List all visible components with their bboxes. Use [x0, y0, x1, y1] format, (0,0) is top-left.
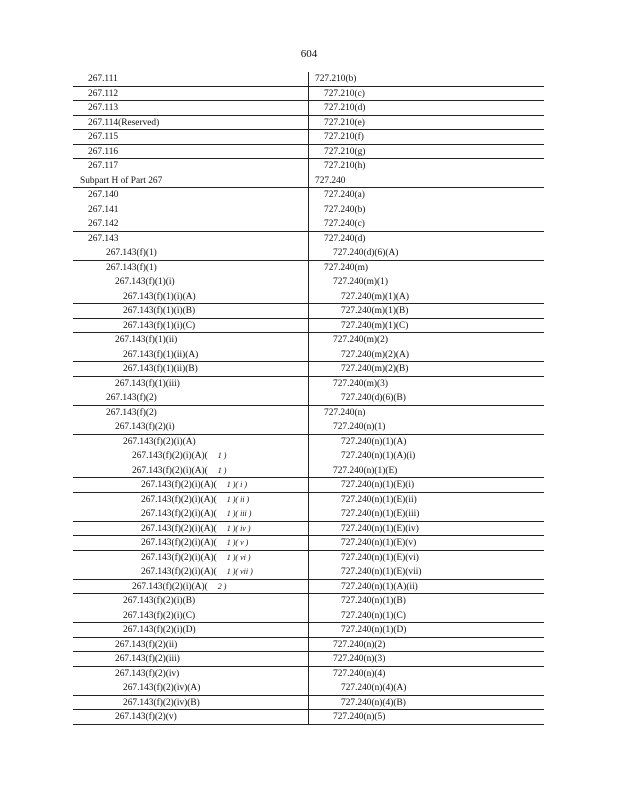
source-cell	[73, 362, 308, 376]
target-citation: 727.210(c)	[324, 88, 365, 99]
source-citation: 267.143(f)(2)(ii)	[115, 639, 178, 650]
source-cell	[73, 290, 308, 304]
target-cell	[308, 217, 544, 231]
source-citation: 267.143(f)(2)(iv)(A)	[123, 683, 201, 693]
target-citation: 727.240(m)(1)(A)	[341, 291, 409, 302]
target-cell	[308, 101, 544, 115]
target-citation: 727.240(d)(6)(B)	[341, 393, 406, 403]
source-citation: 267.143(f)(1)(i)(B)	[123, 306, 196, 316]
source-citation: 267.143(f)(2)(v)	[115, 712, 177, 722]
source-citation: 267.143(f)(2)(i)(A)( 1 )( vi )	[141, 552, 251, 563]
paragraph-designator: 1 )( i )	[226, 480, 247, 489]
source-cell	[73, 101, 308, 115]
target-citation: 727.240(n)(4)(B)	[341, 697, 406, 708]
table-row	[73, 304, 544, 319]
table-row	[73, 623, 544, 638]
source-cell	[73, 319, 308, 333]
target-citation: 727.240(m)(2)	[333, 335, 388, 345]
source-citation: 267.143	[88, 233, 119, 244]
source-cell	[73, 609, 308, 623]
source-citation: 267.117	[88, 161, 119, 171]
source-cell	[73, 72, 308, 86]
source-cell	[73, 304, 308, 318]
target-citation: 727.240(n)(4)	[333, 668, 386, 679]
source-citation: 267.143(f)(2)(iv)(B)	[123, 697, 200, 708]
source-cell	[73, 696, 308, 710]
target-cell	[308, 87, 544, 101]
source-cell	[73, 217, 308, 231]
target-cell	[308, 116, 544, 130]
table-row	[73, 377, 544, 392]
cross-reference-table	[73, 72, 544, 725]
source-cell	[73, 174, 308, 188]
source-cell	[73, 435, 308, 450]
source-citation: 267.114(Reserved)	[88, 117, 160, 128]
target-citation: 727.240(n)(1)(E)(i)	[341, 480, 415, 490]
target-cell	[308, 609, 544, 623]
target-citation: 727.240(n)(1)(E)(vii)	[341, 567, 422, 577]
target-cell	[308, 159, 544, 174]
table-row	[73, 536, 544, 551]
source-cell	[73, 536, 308, 550]
target-cell	[308, 130, 544, 144]
source-cell	[73, 449, 308, 464]
source-cell	[73, 348, 308, 362]
source-cell	[73, 377, 308, 392]
table-row	[73, 130, 544, 145]
source-citation: 267.143(f)(2)(iii)	[115, 654, 180, 664]
target-cell	[308, 493, 544, 508]
table-row	[73, 406, 544, 421]
source-citation: 267.143(f)(2)(i)(A)( 1 )( iv )	[141, 523, 251, 534]
source-citation: 267.143(f)(1)(iii)	[115, 378, 180, 389]
paragraph-designator: 1 )	[217, 465, 227, 475]
table-row	[73, 72, 544, 87]
target-cell	[308, 290, 544, 304]
target-citation: 727.240(n)(2)	[333, 639, 386, 650]
target-citation: 727.240(d)	[324, 233, 366, 244]
table-row	[73, 159, 544, 174]
table-row	[73, 203, 544, 218]
table-row	[73, 116, 544, 131]
table-row	[73, 232, 544, 247]
source-cell	[73, 246, 308, 260]
table-row	[73, 333, 544, 348]
source-cell	[73, 551, 308, 566]
source-citation: 267.140	[88, 190, 119, 200]
source-cell	[73, 203, 308, 218]
target-citation: 727.240(n)(1)(D)	[341, 625, 407, 635]
source-cell	[73, 406, 308, 421]
source-citation: 267.142	[88, 219, 119, 229]
target-cell	[308, 188, 544, 203]
source-citation: 267.143(f)(2)(i)(B)	[123, 596, 196, 606]
target-citation: 727.210(g)	[324, 146, 366, 157]
target-citation: 727.240(b)	[324, 204, 366, 215]
target-citation: 727.240(n)(3)	[333, 654, 386, 664]
target-citation: 727.240(n)(4)(A)	[341, 683, 407, 693]
target-cell	[308, 478, 544, 492]
target-cell	[308, 565, 544, 579]
source-citation: 267.143(f)(2)(iv)	[115, 668, 180, 679]
source-citation: 267.143(f)(1)(i)	[115, 277, 175, 287]
source-citation: 267.143(f)(1)(ii)(B)	[123, 364, 198, 374]
source-cell	[73, 275, 308, 290]
table-row	[73, 435, 544, 450]
paragraph-designator: 1 )( vi )	[226, 552, 251, 562]
target-cell	[308, 623, 544, 637]
source-cell	[73, 478, 308, 492]
table-row	[73, 290, 544, 305]
source-cell	[73, 261, 308, 276]
target-citation: 727.210(f)	[324, 132, 364, 142]
source-cell	[73, 623, 308, 637]
table-row	[73, 319, 544, 334]
table-row	[73, 464, 544, 479]
target-cell	[308, 261, 544, 276]
target-cell	[308, 551, 544, 566]
target-cell	[308, 232, 544, 247]
paragraph-designator: 1 )( v )	[226, 538, 249, 547]
source-cell	[73, 391, 308, 405]
target-citation: 727.240(n)	[324, 407, 366, 418]
target-cell	[308, 391, 544, 405]
table-row	[73, 652, 544, 667]
target-cell	[308, 464, 544, 478]
table-row	[73, 87, 544, 102]
target-citation: 727.240(m)(2)(A)	[341, 349, 409, 360]
target-cell	[308, 333, 544, 348]
source-citation: 267.143(f)(2)(i)(D)	[123, 625, 196, 635]
target-cell	[308, 246, 544, 260]
source-citation: 267.143(f)(1)(i)(A)	[123, 291, 196, 302]
target-citation: 727.240(m)	[324, 262, 369, 273]
target-citation: 727.240(m)(1)(C)	[341, 320, 409, 331]
target-cell	[308, 145, 544, 159]
source-citation: 267.143(f)(2)(i)	[115, 422, 175, 432]
target-cell	[308, 681, 544, 695]
target-citation: 727.240(n)(1)(E)(iii)	[341, 509, 420, 519]
paragraph-designator: 2 )	[217, 581, 227, 591]
target-citation: 727.240(n)(1)(E)(v)	[341, 538, 417, 548]
target-citation: 727.240(m)(3)	[333, 378, 388, 389]
target-citation: 727.240(n)(1)(B)	[341, 596, 406, 606]
source-citation: 267.115	[88, 132, 119, 142]
source-cell	[73, 116, 308, 130]
table-row	[73, 174, 544, 189]
table-row	[73, 580, 544, 595]
table-row	[73, 246, 544, 261]
target-cell	[308, 667, 544, 682]
target-cell	[308, 348, 544, 362]
table-row	[73, 696, 544, 711]
source-citation: Subpart H of Part 267	[80, 175, 163, 186]
source-citation: 267.141	[88, 204, 119, 215]
target-citation: 727.240(n)(1)(C)	[341, 610, 406, 621]
table-row	[73, 609, 544, 624]
source-cell	[73, 87, 308, 101]
target-citation: 727.240(m)(1)(B)	[341, 306, 409, 316]
source-cell	[73, 565, 308, 579]
source-cell	[73, 681, 308, 695]
target-citation: 727.240(n)(1)(A)(ii)	[341, 581, 418, 592]
table-row	[73, 638, 544, 653]
source-cell	[73, 652, 308, 666]
target-cell	[308, 710, 544, 724]
paragraph-designator: 1 )( iii )	[226, 509, 252, 518]
target-cell	[308, 652, 544, 666]
source-citation: 267.113	[88, 103, 119, 113]
target-citation: 727.240(n)(1)(E)(ii)	[341, 494, 417, 505]
source-citation: 267.143(f)(2)(i)(A)( 1 )( v )	[141, 538, 249, 548]
target-cell	[308, 72, 544, 86]
target-citation: 727.240(n)(1)(E)(vi)	[341, 552, 419, 563]
table-row	[73, 275, 544, 290]
target-cell	[308, 420, 544, 434]
source-citation: 267.143(f)(2)(i)(A)( 2 )	[132, 581, 227, 592]
source-cell	[73, 188, 308, 203]
table-row	[73, 681, 544, 696]
paragraph-designator: 1 )( iv )	[226, 523, 251, 533]
target-citation: 727.240(d)(6)(A)	[333, 248, 399, 258]
target-cell	[308, 174, 544, 188]
table-row	[73, 449, 544, 464]
source-citation: 267.116	[88, 146, 119, 157]
source-citation: 267.143(f)(2)(i)(A)( 1 )( iii )	[141, 509, 252, 519]
target-cell	[308, 580, 544, 594]
table-row	[73, 667, 544, 682]
table-row	[73, 478, 544, 493]
table-row	[73, 362, 544, 377]
target-cell	[308, 507, 544, 521]
table-row	[73, 188, 544, 203]
target-cell	[308, 377, 544, 392]
target-citation: 727.210(d)	[324, 103, 366, 113]
target-cell	[308, 203, 544, 218]
table-row	[73, 493, 544, 508]
source-citation: 267.143(f)(2)(i)(C)	[123, 610, 196, 621]
target-citation: 727.240(c)	[324, 219, 365, 229]
target-cell	[308, 594, 544, 609]
source-citation: 267.143(f)(2)(i)(A)( 1 )( vii )	[141, 567, 253, 577]
source-cell	[73, 145, 308, 159]
target-cell	[308, 449, 544, 464]
target-citation: 727.240(m)(2)(B)	[341, 364, 409, 374]
target-citation: 727.240(n)(1)	[333, 422, 386, 432]
source-citation: 267.143(f)(1)(ii)(A)	[123, 349, 199, 360]
target-citation: 727.210(e)	[324, 117, 365, 128]
paragraph-designator: 1 )	[217, 451, 227, 460]
target-citation: 727.240(n)(1)(A)(i)	[341, 451, 416, 461]
source-citation: 267.143(f)(2)(i)(A)( 1 )( i )	[141, 480, 247, 490]
page-number: 604	[300, 48, 318, 60]
paragraph-designator: 1 )( vii )	[226, 567, 253, 576]
source-cell	[73, 594, 308, 609]
source-citation: 267.143(f)(1)(i)(C)	[123, 320, 196, 331]
source-citation: 267.143(f)(1)	[106, 248, 157, 258]
target-cell	[308, 522, 544, 536]
target-cell	[308, 319, 544, 333]
target-cell	[308, 275, 544, 290]
target-citation: 727.240(a)	[324, 190, 365, 200]
table-row	[73, 391, 544, 406]
target-citation: 727.240(n)(1)(E)	[333, 465, 398, 476]
target-citation: 727.240(n)(5)	[333, 712, 386, 722]
target-citation: 727.210(h)	[324, 161, 366, 171]
table-row	[73, 710, 544, 725]
target-cell	[308, 638, 544, 652]
source-cell	[73, 710, 308, 724]
table-row	[73, 145, 544, 160]
source-citation: 267.143(f)(2)(i)(A)( 1 )( ii )	[141, 494, 250, 505]
table-row	[73, 551, 544, 566]
table-row	[73, 565, 544, 580]
target-cell	[308, 362, 544, 376]
source-cell	[73, 232, 308, 247]
source-cell	[73, 493, 308, 508]
source-cell	[73, 130, 308, 144]
source-citation: 267.111	[88, 74, 118, 84]
target-citation: 727.240(m)(1)	[333, 277, 388, 287]
source-citation: 267.143(f)(2)(i)(A)	[123, 436, 196, 447]
target-cell	[308, 304, 544, 318]
paragraph-designator: 1 )( ii )	[226, 494, 250, 504]
target-citation: 727.240(n)(1)(E)(iv)	[341, 523, 419, 534]
source-citation: 267.143(f)(2)	[106, 393, 157, 403]
table-row	[73, 507, 544, 522]
source-citation: 267.143(f)(1)(ii)	[115, 335, 178, 345]
target-cell	[308, 435, 544, 450]
target-citation: 727.240(n)(1)(A)	[341, 436, 407, 447]
target-cell	[308, 696, 544, 710]
table-row	[73, 594, 544, 609]
table-row	[73, 420, 544, 435]
target-cell	[308, 536, 544, 550]
source-cell	[73, 159, 308, 174]
source-cell	[73, 507, 308, 521]
table-row	[73, 101, 544, 116]
source-citation: 267.143(f)(2)(i)(A)( 1 )	[132, 465, 227, 476]
source-cell	[73, 638, 308, 652]
source-cell	[73, 522, 308, 536]
source-cell	[73, 580, 308, 594]
target-citation: 727.240	[315, 175, 346, 186]
source-cell	[73, 464, 308, 478]
table-row	[73, 261, 544, 276]
target-cell	[308, 406, 544, 421]
table-row	[73, 217, 544, 232]
source-citation: 267.143(f)(1)	[106, 262, 157, 273]
table-row	[73, 522, 544, 537]
table-row	[73, 348, 544, 363]
source-cell	[73, 420, 308, 434]
source-citation: 267.112	[88, 88, 119, 99]
source-citation: 267.143(f)(2)	[106, 407, 157, 418]
source-cell	[73, 667, 308, 682]
source-citation: 267.143(f)(2)(i)(A)( 1 )	[132, 451, 227, 461]
target-citation: 727.210(b)	[315, 74, 357, 84]
source-cell	[73, 333, 308, 348]
